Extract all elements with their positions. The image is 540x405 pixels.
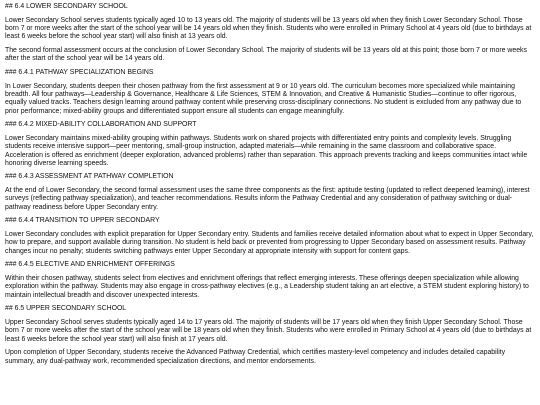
section-heading-6-4-1: ### 6.4.1 PATHWAY SPECIALIZATION BEGINS xyxy=(5,68,154,76)
section-heading-6-4-5: ### 6.4.5 ELECTIVE AND ENRICHMENT OFFERINGS xyxy=(5,261,175,269)
paragraph-mixed-ability: Lower Secondary maintains mixed-ability grouping within pathways. Students work on shared projects with differentiated entry points and complexity levels. Struggling students receive intensive support—peer mentoring, small-group instruction, adapted materials—while remaining in the same classroom and collaborative space. Acceleration is offered as enrichment (deeper exploration, advanced problems) rather than separation. This approach prevents tracking and keeps communities intact while honoring diverse learning speeds. xyxy=(5,134,530,167)
section-heading-6-4-2: ### 6.4.2 MIXED-ABILITY COLLABORATION AND SUPPORT xyxy=(5,121,197,129)
section-heading-6-4-4: ### 6.4.4 TRANSITION TO UPPER SECONDARY xyxy=(5,217,160,225)
paragraph-second-assessment: The second formal assessment occurs at the conclusion of Lower Secondary School. The majority of students will be 13 years old at this point; those born 7 or more weeks after the start of the school year will be 14 years old. xyxy=(5,46,529,63)
paragraph-lower-secondary-intro: Lower Secondary School serves students typically aged 10 to 13 years old. The majority of students will be 13 years old when they finish Lower Secondary School. Those born 7 or more weeks after the start of the school year will be 14 years old when they finish. Students who were enrolled in Primary School at 4 years old (due to birthdays at least 6 weeks before the school year start) will also finish at 13 years old. xyxy=(5,16,534,41)
paragraph-assessment-completion: At the end of Lower Secondary, the second formal assessment uses the same three components as the first: aptitude testing (updated to reflect deepened learning), interest surveys (reflecting pathway specialization), and teacher recommendations. Results inform the Pathway Credential and any consideration of pathway switching or dual-pathway readiness before Upper Secondary entry. xyxy=(5,187,532,211)
section-heading-6-4: ## 6.4 LOWER SECONDARY SCHOOL xyxy=(5,3,128,10)
section-heading-6-5: ## 6.5 UPPER SECONDARY SCHOOL xyxy=(5,305,127,313)
section-heading-6-4-3: ### 6.4.3 ASSESSMENT AT PATHWAY COMPLETION xyxy=(5,173,174,181)
paragraph-pathway-specialization: In Lower Secondary, students deepen their chosen pathway from the first assessment at 9 or 10 years old. The curriculum becomes more specialized while maintaining breadth. All four pathways—Leadership & Governance, Healthcare & Life Sciences, STEM & Innovation, and Creative & Humanistic Studies—continue to offer rigorous, equally valued tracks. Teachers design learning around pathway content while preserving cross-disciplinary connections. No student is excluded from any pathway due to prior performance; mixed-ability groups and differentiated support ensure all students can engage meaningfully. xyxy=(5,82,524,115)
paragraph-upper-secondary-intro: Upper Secondary School serves students typically aged 14 to 17 years old. The majority of students will be 17 years old when they finish Upper Secondary School. Those born 7 or more weeks after the start of the school year will be 18 years old when they finish. Students who were enrolled in Primary School at 4 years old (due to birthdays at least 6 weeks before the school year start) will also finish at 17 years old. xyxy=(5,319,534,343)
paragraph-electives: Within their chosen pathway, students select from electives and enrichment offerings that reflect emerging interests. These offerings deepen specialization while allowing exploration within the pathway. Students may also engage in cross-pathway electives (e.g., a Leadership student taking an art elective, a STEM student exploring history) to maintain intellectual breadth and discover unexpected interests. xyxy=(5,275,531,299)
paragraph-advanced-credential: Upon completion of Upper Secondary, students receive the Advanced Pathway Credential, which certifies mastery-level competency and includes detailed capability summary, any dual-pathway work, recommended specialization directions, and mentor endorsements. xyxy=(5,349,508,365)
paragraph-transition: Lower Secondary concludes with explicit preparation for Upper Secondary entry. Students and families receive detailed information about what to expect in Upper Secondary, how to prepare, and support available during transition. No student is held back or prevented from progressing to Upper Secondary based on assessment results. Pathway changes incur no penalty; students switching pathways enter Upper Secondary at appropriate intensity with support for content gaps. xyxy=(5,231,536,255)
